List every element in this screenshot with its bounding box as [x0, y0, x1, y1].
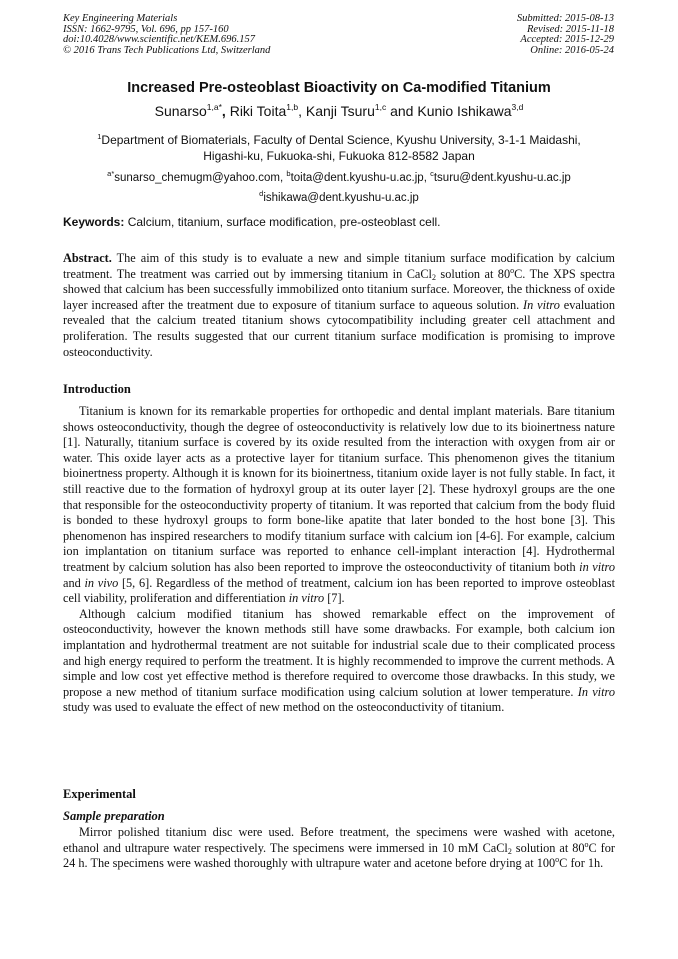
affiliation-line: Department of Biomaterials, Faculty of Dental Science, Kyushu University, 3-1-1 Maidashi,: [101, 133, 581, 147]
paragraph: [63, 607, 615, 716]
author-superscript: 1,b: [286, 102, 299, 112]
abstract-label: Abstract.: [63, 251, 112, 265]
paper-title: Increased Pre-osteoblast Bioactivity on Ca-modified Titanium: [127, 80, 551, 96]
author-name: Kanji Tsuru: [305, 103, 375, 119]
experimental-body: [63, 825, 615, 872]
abstract-text: solution at 80: [435, 266, 511, 281]
email-link[interactable]: tsuru@dent.kyushu-u.ac.jp: [433, 172, 571, 184]
superscript: o: [510, 265, 515, 275]
accepted-date: Accepted: 2015-12-29: [520, 34, 614, 46]
paragraph-text: and: [63, 575, 85, 590]
section-heading-introduction: Introduction: [63, 382, 131, 396]
email-link[interactable]: toita@dent.kyushu-u.ac.jp,: [290, 172, 427, 184]
journal-name: Key Engineering Materials: [63, 13, 178, 24]
paragraph-text: C for 1h.: [559, 856, 604, 871]
issn: ISSN: 1662-9795, Vol. 696, pp 157-160: [63, 23, 229, 35]
section-heading-experimental: Experimental: [63, 787, 136, 801]
introduction-body: [63, 404, 615, 716]
paragraph-text: Mirror polished titanium disc were used. Before treatment, the specimens were washed with acetone, ethanol and ultrapure water respectively. The specimens were immersed in 10 mM CaCl: [63, 825, 615, 855]
affiliation-superscript: 1: [97, 132, 102, 141]
keywords: [63, 215, 623, 229]
abstract-text: C. The XPS spectra showed that calcium has been successfully immobilized onto titanium surface. Moreover, the thickness of oxide layer increased after the treatment due to exposure of titanium surface to aqueous solution.: [63, 266, 615, 312]
paragraph-text: [5, 6]. Regardless of the method of treatment, calcium ion has been reported to improve osteoblast cell viability, proliferation and differentiation: [63, 575, 615, 606]
paragraph: [63, 404, 615, 607]
dates-info: [517, 14, 614, 56]
abstract-text: evaluation revealed that the calcium treated titanium shows cytocompatibility including greater cell attachment and proliferation. The results suggested that our current titanium surface modification is promising to improve osteoconductivity.: [63, 297, 615, 359]
subscript: 2: [431, 272, 436, 282]
author-superscript: 1,a*: [206, 102, 222, 112]
paragraph: [63, 825, 615, 872]
affiliation: [60, 129, 618, 164]
keywords-label: Keywords:: [63, 215, 125, 229]
subsection-heading-sample-preparation: Sample preparation: [63, 809, 165, 823]
email-superscript: d: [259, 189, 264, 198]
paragraph-text: [7].: [324, 591, 345, 606]
revised-date: Revised: 2015-11-18: [527, 23, 614, 35]
email-superscript: c: [430, 169, 434, 178]
italic-term: In vitro: [523, 297, 560, 312]
subscript: 2: [507, 846, 512, 856]
email-superscript: b: [286, 169, 291, 178]
submitted-date: Submitted: 2015-08-13: [516, 13, 614, 24]
author-superscript: 3,d: [511, 102, 524, 112]
italic-term: In vitro: [577, 684, 615, 699]
keywords-text: Calcium, titanium, surface modification, pre-osteoblast cell.: [127, 215, 441, 229]
italic-term: in vivo: [84, 575, 119, 590]
italic-term: in vitro: [579, 559, 615, 574]
online-date: Online: 2016-05-24: [530, 44, 614, 56]
italic-term: in vitro: [288, 591, 325, 606]
author-name: Kunio Ishikawa: [417, 103, 512, 119]
affiliation-line: Higashi-ku, Fukuoka-shi, Fukuoka 812-8582 Japan: [203, 149, 475, 163]
abstract-text: The aim of this study is to evaluate a new and simple titanium surface modification by calcium treatment. The treatment was carried out by immersing titanium in CaCl: [63, 251, 615, 281]
paragraph-text: Titanium is known for its remarkable properties for orthopedic and dental implant materials. Bare titanium shows osteoconductivity, though the degree of osteoconductivity is relatively low due to its bioinertness nature [1]. Naturally, titanium surface is covered by its oxide resulted from the interaction with oxygen from air or water. This oxide layer acts as a protective layer for titanium surface. This phenomenon gives the titanium bioinertness property. Although it is known for its bioinertness, titanium oxide layer is not fully stable. In fact, it still reactive due to the formation of hydroxyl group at its outer layer [2]. These hydroxyl groups are the one that responsible for the osteoconductivity property of titanium. It was reported that calcium from the body fluid is bonded to these hydroxyl groups to form bone-like apatite that later bonded to the host bone [3]. This phenomenon has inspired researchers to modify titanium surface with calcium ion [4-6]. For example, calcium ion implantation on titanium surface was reported to enhance cell-implant interaction [4]. Hydrothermal treatment by calcium solution has also been reported to improve the osteoconductivity of titanium both: [63, 404, 615, 574]
paragraph-text: solution at 80: [511, 840, 585, 855]
paragraph-text: Although calcium modified titanium has showed remarkable effect on the improvement of osteoconductivity, however the known methods still have some drawbacks. For example, both calcium ion implantation and hydrothermal treatment are not suitable for industrial scale due to their complicated process and high energy required to perform the treatment. It is highly recommended to improve the current methods. A simple and low cost yet effective method is therefore required to overcome those drawbacks. In this study, we propose a new method of titanium surface modification using calcium solution at lower temperature.: [63, 606, 615, 699]
email-link[interactable]: ishikawa@dent.kyushu-u.ac.jp: [263, 192, 419, 204]
superscript: o: [584, 839, 589, 849]
copyright: © 2016 Trans Tech Publications Ltd, Switzerland: [63, 44, 271, 56]
abstract: [63, 251, 615, 360]
superscript: o: [555, 855, 560, 865]
author-name: Riki Toita: [229, 103, 287, 119]
paragraph-text: study was used to evaluate the effect of new method on the osteoconductivity of titanium.: [63, 700, 505, 715]
author-superscript: 1,c: [374, 102, 387, 112]
email-superscript: a*: [107, 169, 115, 178]
email-link[interactable]: sunarso_chemugm@yahoo.com,: [114, 172, 284, 184]
journal-info: [63, 14, 270, 56]
author-list: Sunarso$^{1,a*}$, Riki Toita$^{1,b}$, Kanji Tsuru$^{1,c}$ and Kunio Ishikawa$^{3,d}$: [154, 102, 524, 119]
email-list: [40, 166, 638, 206]
author-name: Sunarso: [154, 103, 207, 119]
paragraph-text: C for 24 h. The specimens were washed thoroughly with ultrapure water and acetone before drying at 100: [63, 840, 615, 871]
doi: doi:10.4028/www.scientific.net/KEM.696.157: [63, 34, 255, 46]
